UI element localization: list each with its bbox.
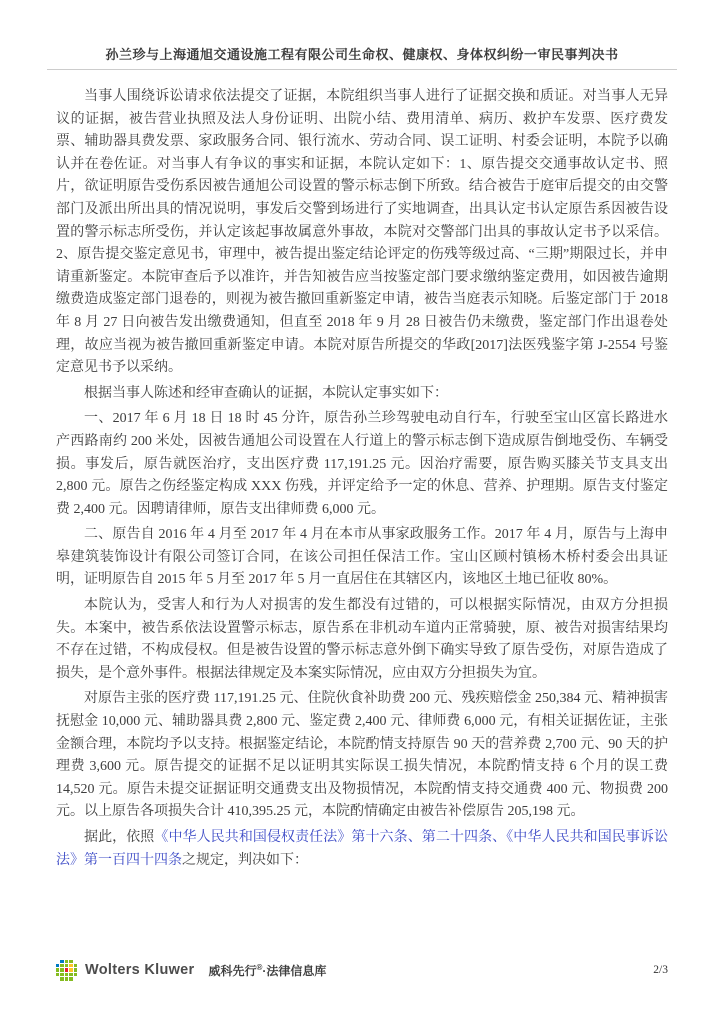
logo-cell (60, 968, 63, 971)
logo-cell (65, 977, 68, 980)
paragraph (56, 524, 668, 592)
logo-cell (65, 960, 68, 963)
law-reference-link[interactable]: 《中华人民共和国民事诉讼法》 (56, 830, 669, 868)
logo-cell (56, 960, 59, 963)
logo-cell (56, 973, 59, 976)
logo-cell (69, 977, 72, 980)
paragraph-text: 对原告主张的医疗费 117,191.25 元、住院伙食补助费 200 元、残疾赔偿金 250,384 元、精神损害抚慰金 10,000 元、辅助器具费 2,800 元、鉴定费 2,400 元、律师费 6,000 元，有相关证据佐证，主张金额合理，本院均予以支持。根据鉴定结论，本院酌情支持原告 90 天的营养费 2,700 元、90 天的护理费 3,600 元。原告提交的证据不足以证明其实际误工损失情况，本院酌情支持 6 个月的误工费 14,520 元。原告未提交证据证明交通费支出及物损情况，本院酌情支持交通费 400 元、物损费 200 元。以上原告各项损失合计 410,395.25 元，本院酌情确定由被告补偿原告 205,198 元。 (56, 691, 668, 820)
paragraph (56, 86, 668, 380)
paragraph-text: 本院认为，受害人和行为人对损害的发生都没有过错的，可以根据实际情况，由双方分担损失。本案中，被告系依法设置警示标志，原告系在非机动车道内正常骑驶，原、被告对损害结果均不存在过错，不构成侵权。但是被告设置的警示标志意外倒下确实导致了原告受伤，对原告造成了损失，是个意外事件。根据法律规定及本案实际情况，应由双方分担损失为宜。 (56, 598, 668, 681)
document-body (56, 86, 668, 875)
paragraph-text: 根据当事人陈述和经审查确认的证据，本院认定事实如下： (84, 385, 448, 401)
logo-cell (65, 973, 68, 976)
law-reference-link[interactable]: 第一百四十四条 (84, 852, 182, 868)
logo-cell (56, 964, 59, 967)
logo-cell (60, 964, 63, 967)
header-divider (47, 69, 677, 70)
logo-cell (65, 964, 68, 967)
paragraph (56, 595, 668, 685)
logo-cell (74, 977, 77, 980)
logo-cell (60, 977, 63, 980)
logo-cell (56, 977, 59, 980)
footer (56, 956, 668, 984)
paragraph-text: 二、原告自 2016 年 4 月至 2017 年 4 月在本市从事家政服务工作。2017 年 4 月，原告与上海申皋建筑装饰设计有限公司签订合同，在该公司担任保洁工作。宝山区顾村镇杨木桥村委会出具证明，证明原告自 2015 年 5 月至 2017 年 5 月一直居住在其辖区内，该地区土地已征收 80%。 (56, 527, 668, 588)
logo-cell (74, 973, 77, 976)
logo-cell (69, 968, 72, 971)
registered-mark: ® (256, 962, 263, 972)
paragraph-text: 据此，依照 (84, 830, 155, 845)
paragraph-text: 一、2017 年 6 月 18 日 18 时 45 分许，原告孙兰珍驾驶电动自行车，行驶至宝山区富长路进水产西路南约 200 米处，因被告通旭公司设置在人行道上的警示标志倒下造成原告倒地受伤、车辆受损。事发后，原告就医治疗，支出医疗费 117,191.25 元。因治疗需要，原告购买膝关节支具支出 2,800 元。原告之伤经鉴定构成 XXX 伤残，并评定给予一定的休息、营养、护理期。原告支付鉴定费 2,400 元。因聘请律师，原告支出律师费 6,000 元。 (56, 411, 668, 517)
logo-cell (74, 968, 77, 971)
logo-cell (56, 968, 59, 971)
logo-cell (65, 968, 68, 971)
product-name-text: 威科先行 (208, 963, 257, 978)
logo-cell (69, 973, 72, 976)
logo-cell (74, 960, 77, 963)
document-title: 孙兰珍与上海通旭交通设施工程有限公司生命权、健康权、身体权纠纷一审民事判决书 (105, 47, 619, 62)
paragraph-text: 之规定，判决如下： (182, 852, 308, 868)
logo-cell (69, 964, 72, 967)
paragraph-text: 当事人围绕诉讼请求依法提交了证据，本院组织当事人进行了证据交换和质证。对当事人无异议的证据，被告营业执照及法人身份证明、出院小结、费用清单、病历、救护车发票、医疗费发票、辅助器具费发票、家政服务合同、银行流水、劳动合同、误工证明、村委会证明，本院予以确认并在卷佐证。对当事人有争议的事实和证据，本院认定如下：1、原告提交交通事故认定书、照片，欲证明原告受伤系因被告通旭公司设置的警示标志倒下所致。结合被告于庭审后提交的由交警部门及派出所出具的情况说明，事发后交警到场进行了实地调查，出具认定书认定原告系因被告设置的警示标志所受伤，并认定该起事故属意外事故，本院对交警部门出具的事故认定书予以采信。2、原告提交鉴定意见书，审理中，被告提出鉴定结论评定的伤残等级过高、“三期”期限过长，并申请重新鉴定。本院审查后予以准许，并告知被告应当按鉴定部门要求缴纳鉴定费用，如因被告逾期缴费造成鉴定部门退卷的，则视为被告撤回重新鉴定申请，被告当庭表示知晓。后鉴定部门于 2018 年 8 月 27 日向被告发出缴费通知，但直至 2018 年 9 月 28 日被告仍未缴费，鉴定部门作出退卷处理，故应当视为被告撤回重新鉴定申请。本院对原告所提交的华政[2017]法医残鉴字第 J-2554 号鉴定意见书予以采纳。 (56, 89, 668, 376)
logo-cell (60, 973, 63, 976)
brand-name: Wolters Kluwer (85, 962, 195, 978)
paragraph (56, 688, 668, 824)
paragraph (56, 383, 668, 406)
logo-cell (60, 960, 63, 963)
paragraph (56, 408, 668, 521)
logo-cell (69, 960, 72, 963)
product-name (208, 962, 326, 979)
product-name-suffix: ·法律信息库 (262, 963, 327, 978)
page-indicator: 2/3 (653, 964, 668, 976)
logo-cell (74, 964, 77, 967)
paragraph (56, 827, 668, 872)
law-reference-link[interactable]: 第十六条、第二十四条、 (351, 830, 507, 845)
law-reference-link[interactable]: 《中华人民共和国侵权责任法》 (154, 830, 352, 845)
wolters-kluwer-logo (56, 960, 77, 981)
